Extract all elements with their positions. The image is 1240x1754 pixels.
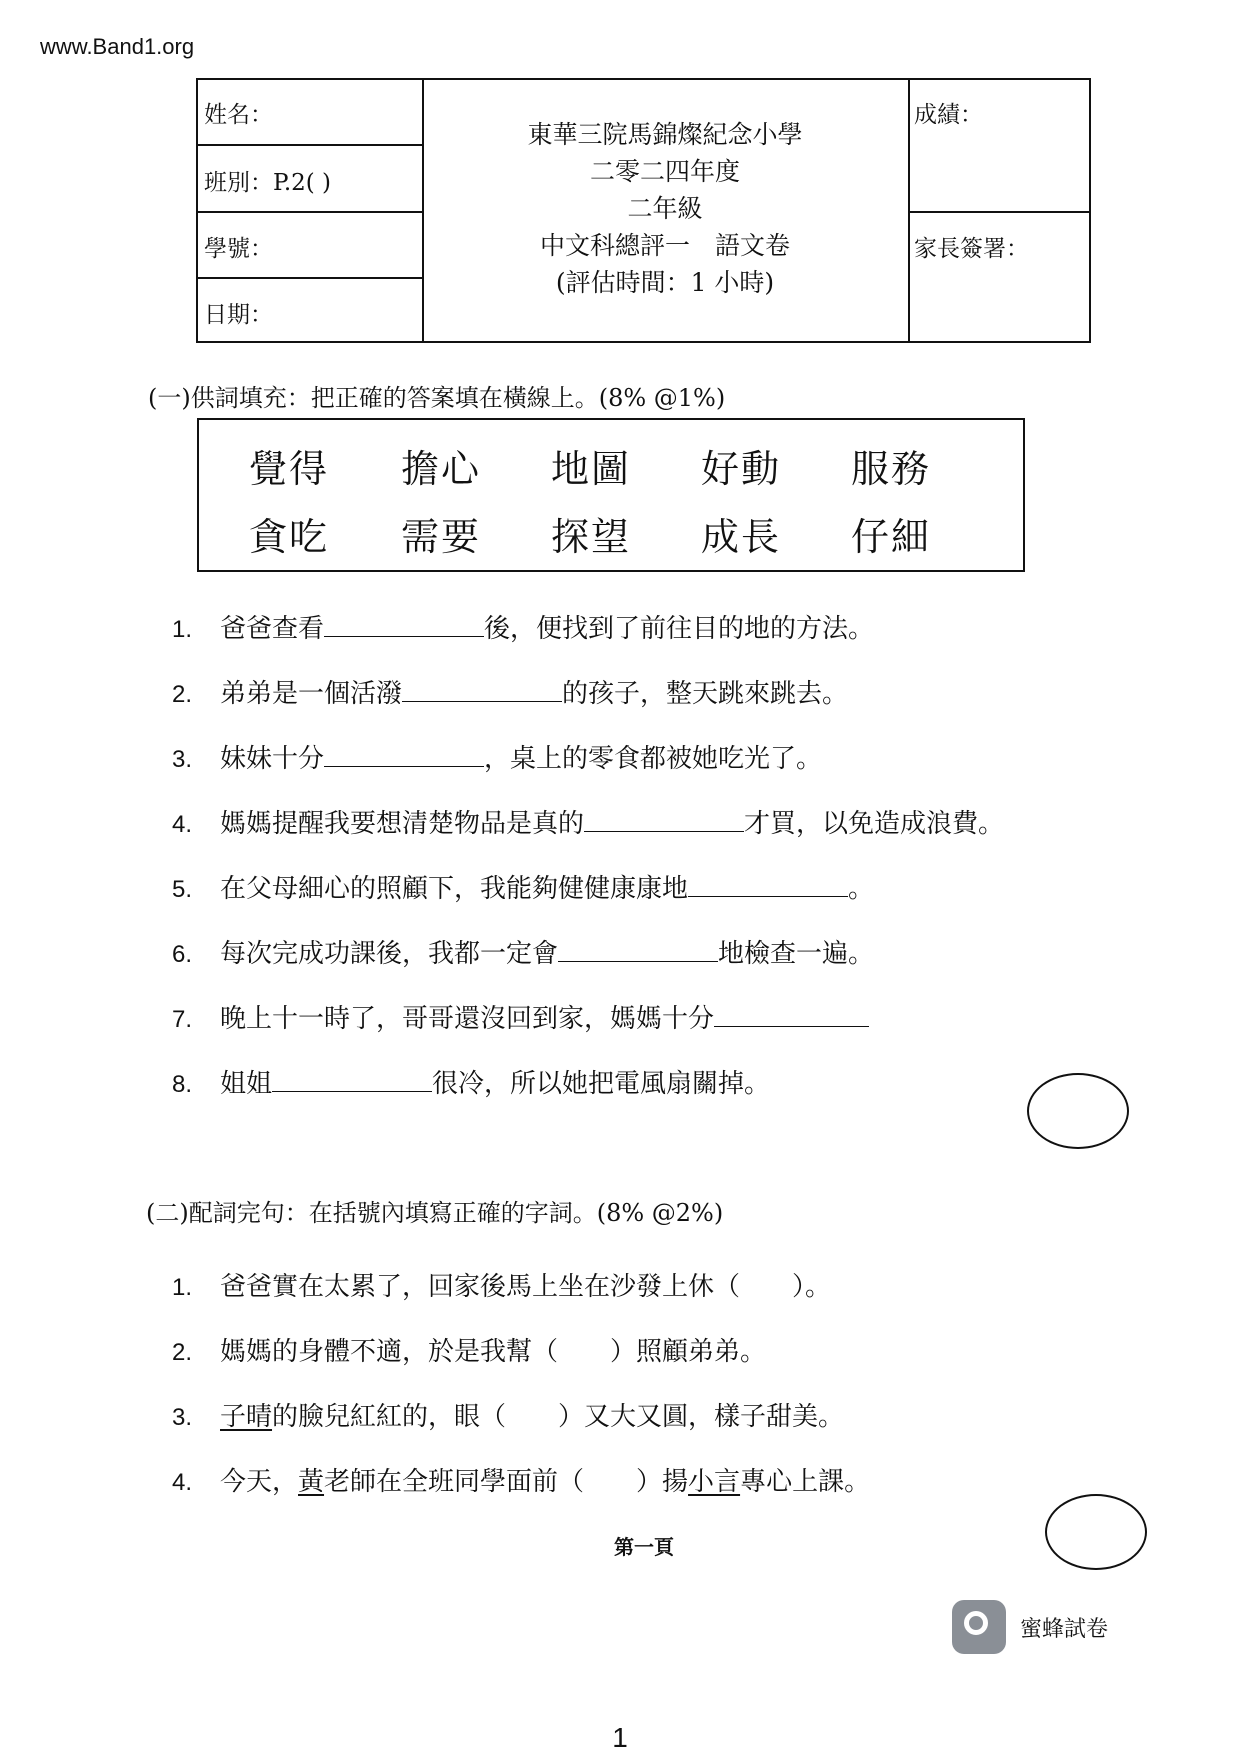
question-text: 在父母細心的照顧下，我能夠健健康康地 [220,874,689,904]
question-text: 媽媽提醒我要想清楚物品是真的 [220,809,585,839]
question-text: 專心上課。 [740,1467,871,1497]
word-bank-item: 服務 [851,447,932,491]
exam-duration: (評估時間：1 小時) [555,268,775,297]
word-bank-item: 擔心 [401,447,482,491]
fill-question [172,608,874,645]
fill-question [172,998,869,1035]
exam-name: 中文科總評一 語文卷 [539,231,790,260]
question-text: 媽媽的身體不適，於是我幫（ ）照顧弟弟。 [220,1337,767,1367]
page-number: 1 [612,1722,628,1753]
question-number: 2. [172,681,193,708]
question-number: 3. [172,1404,193,1431]
word-bank-item: 成長 [701,515,782,559]
question-text: 的臉兒紅紅的，眼（ ）又大又圓，樣子甜美。 [272,1402,845,1432]
score-oval [1045,1494,1147,1570]
score-label: 成績： [914,102,983,128]
fill-question [172,673,848,710]
fill-question [172,868,874,905]
match-question [172,1396,844,1433]
answer-blank[interactable] [402,677,562,702]
date-label: 日期： [204,302,273,328]
question-text: 妹妹十分 [220,744,325,774]
answer-blank[interactable] [324,612,484,637]
search-icon [952,1600,1006,1654]
section1-title: (一)供詞填充：把正確的答案填在橫線上。(8% @1%) [148,384,726,412]
question-number: 4. [172,811,193,838]
question-text: 很冷，所以她把電風扇關掉。 [432,1069,771,1099]
question-number: 7. [172,1006,193,1033]
question-text: 才買，以免造成浪費。 [744,809,1005,839]
fill-question [172,738,822,775]
grade: 二年級 [627,194,703,223]
question-text: 後，便找到了前往目的地的方法。 [484,614,875,644]
word-bank [197,418,1025,572]
proper-name: 小言 [688,1467,741,1497]
word-bank-item: 探望 [551,515,632,559]
brand-name: 蜜蜂試卷 [1020,1615,1109,1641]
site-url: www.Band1.org [40,34,195,59]
class-label: 班別：P.2( ) [204,170,332,196]
name-label: 姓名： [204,102,273,128]
question-text: 每次完成功課後，我都一定會 [220,939,559,969]
fill-question [172,1063,770,1100]
question-text: 爸爸實在太累了，回家後馬上坐在沙發上休（ ）。 [220,1272,832,1302]
match-question [172,1266,831,1303]
header-table [196,78,1091,343]
question-text: 老師在全班同學面前（ ）揚 [324,1467,689,1497]
question-text: ，桌上的零食都被她吃光了。 [484,744,823,774]
question-number: 4. [172,1469,193,1496]
question-text: 。 [848,874,875,904]
question-text: 今天， [220,1467,299,1497]
question-text: 弟弟是一個活潑 [220,679,403,709]
question-number: 8. [172,1071,193,1098]
brand-logo [952,1600,1108,1654]
word-bank-item: 好動 [701,447,782,491]
question-text: 爸爸查看 [220,614,325,644]
parent-signature-label: 家長簽署： [914,236,1029,262]
fill-question [172,933,874,970]
answer-blank[interactable] [558,937,718,962]
match-question [172,1461,870,1498]
question-number: 1. [172,616,193,643]
word-bank-item: 貪吃 [249,515,330,559]
question-text: 地檢查一遍。 [718,939,875,969]
question-number: 6. [172,941,193,968]
answer-blank[interactable] [584,807,744,832]
school-year: 二零二四年度 [589,157,740,186]
question-number: 5. [172,876,193,903]
answer-blank[interactable] [272,1067,432,1092]
question-text: 晚上十一時了，哥哥還沒回到家，媽媽十分 [220,1004,715,1034]
question-number: 3. [172,746,193,773]
question-text: 的孩子，整天跳來跳去。 [562,679,849,709]
student-number-label: 學號： [204,236,273,262]
word-bank-item: 需要 [401,515,482,559]
answer-blank[interactable] [714,1002,869,1027]
score-oval [1027,1073,1129,1149]
word-bank-item: 仔細 [851,515,932,559]
page-label: 第一頁 [614,1535,674,1559]
match-question [172,1331,766,1368]
word-bank-item: 覺得 [249,447,330,491]
word-bank-item: 地圖 [551,447,632,491]
proper-name: 子晴 [220,1402,273,1432]
fill-question [172,803,1004,840]
section2-title: (二)配詞完句：在括號內填寫正確的字詞。(8% @2%) [146,1199,724,1227]
answer-blank[interactable] [324,742,484,767]
question-text: 姐姐 [220,1069,273,1099]
question-number: 1. [172,1274,193,1301]
exam-info [422,116,908,301]
question-number: 2. [172,1339,193,1366]
proper-name: 黃 [298,1467,325,1497]
school-name: 東華三院馬錦燦紀念小學 [527,120,803,149]
answer-blank[interactable] [688,872,848,897]
